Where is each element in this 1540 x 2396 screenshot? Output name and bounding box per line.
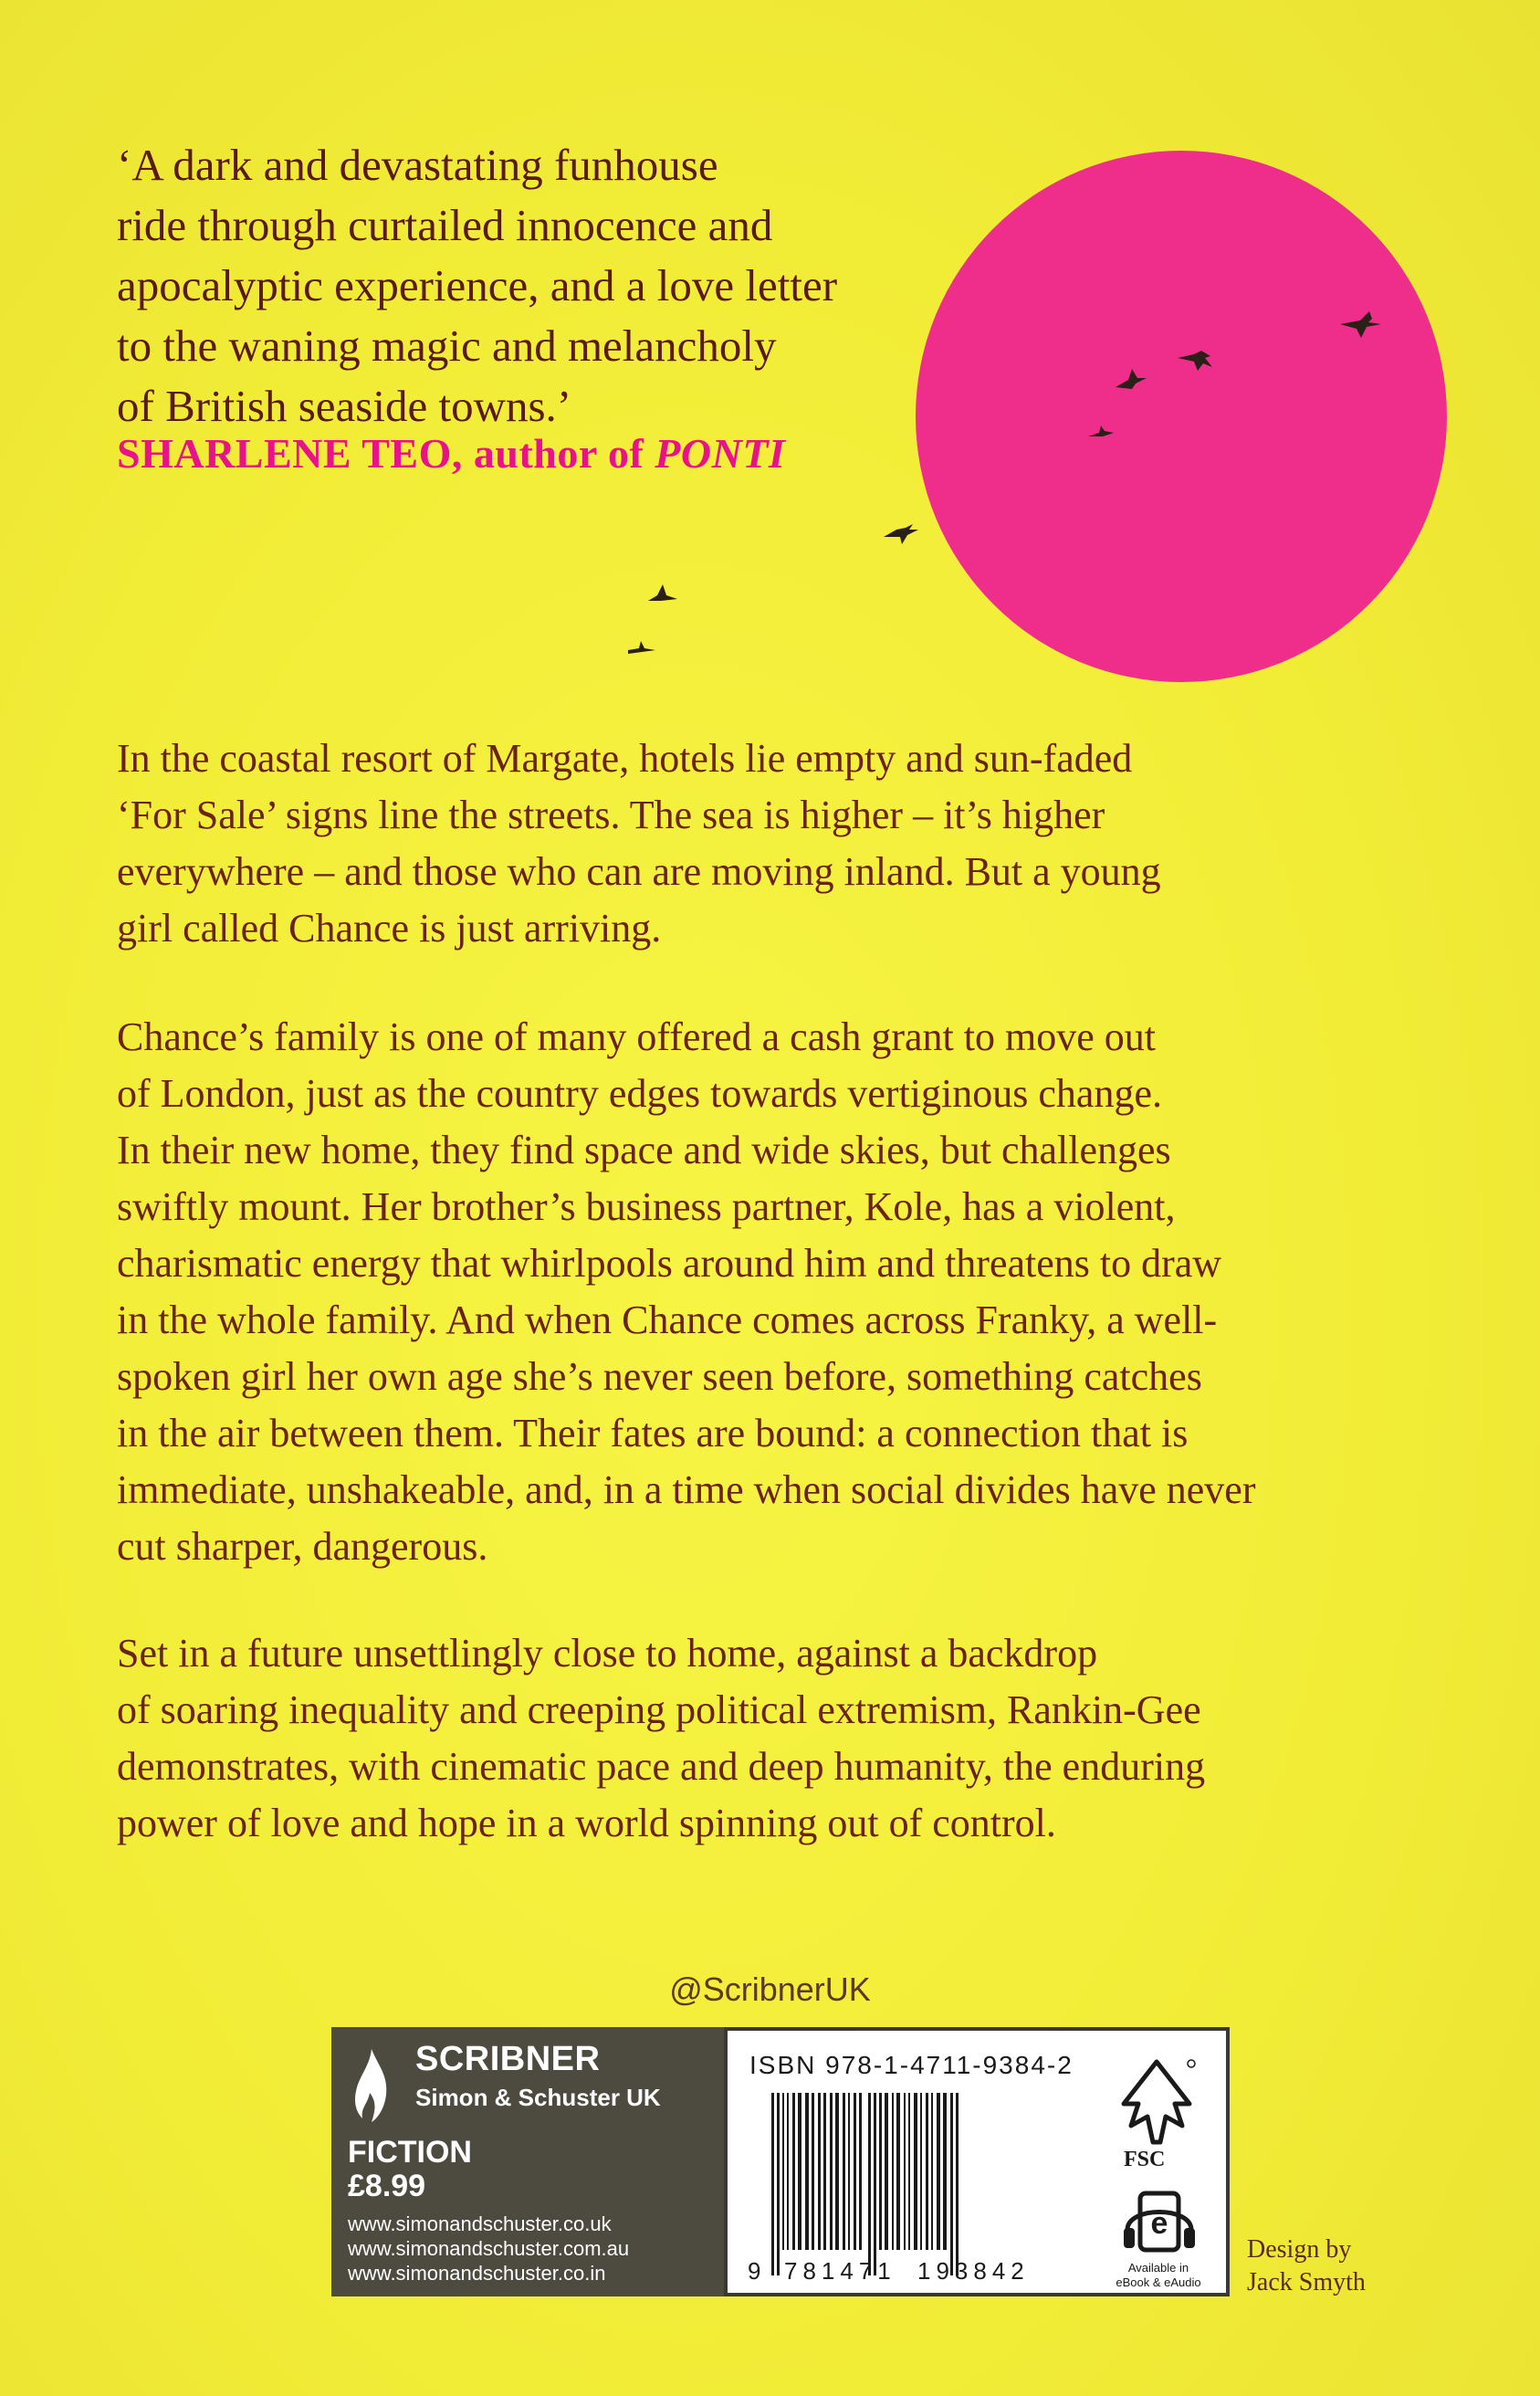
ebook-audio-icon xyxy=(1122,2184,1197,2259)
quote-line: of British seaside towns.’ xyxy=(117,381,572,431)
barcode-bar xyxy=(943,2093,947,2250)
blurb-line: of soaring inequality and creeping political extremism, Rankin-Gee xyxy=(117,1687,1201,1732)
blurb-line: Set in a future unsettlingly close to home, against a backdrop xyxy=(117,1631,1098,1676)
barcode-bar xyxy=(904,2093,906,2250)
barcode-bar xyxy=(818,2093,821,2250)
quote-attribution xyxy=(117,429,785,478)
blurb-line: girl called Chance is just arriving. xyxy=(117,906,662,951)
availability-line: Available in xyxy=(1127,2261,1189,2275)
barcode-bar xyxy=(896,2093,900,2250)
blurb-line: demonstrates, with cinematic pace and deep humanity, the enduring xyxy=(117,1744,1206,1789)
barcode-bar xyxy=(859,2093,862,2250)
quote-line: to the waning magic and melancholy xyxy=(117,321,777,371)
barcode-digits-left: 781471 xyxy=(784,2257,896,2285)
blurb-line: cut sharper, dangerous. xyxy=(117,1524,488,1569)
blurb-line: charismatic energy that whirlpools around him and threatens to draw xyxy=(117,1241,1222,1286)
barcode-digits-right: 193842 xyxy=(917,2257,1030,2285)
blurb-line: everywhere – and those who can are moving inland. But a young xyxy=(117,849,1161,894)
barcode-bar xyxy=(787,2093,789,2250)
blurb-line: Chance’s family is one of many offered a cash grant to move out xyxy=(117,1014,1156,1059)
barcode-bar xyxy=(805,2093,809,2250)
blurb-line: power of love and hope in a world spinning out of control. xyxy=(117,1801,1056,1845)
barcode-bar xyxy=(950,2093,953,2275)
blurb-line: In the coastal resort of Margate, hotels lie empty and sun-faded xyxy=(117,736,1133,781)
barcode xyxy=(748,2093,1058,2285)
barcode-bar xyxy=(956,2093,959,2275)
review-quote xyxy=(117,135,938,436)
barcode-bar xyxy=(908,2093,910,2250)
barcode-bar xyxy=(854,2093,856,2250)
price-label: £8.99 xyxy=(348,2169,426,2203)
isbn-label: ISBN 978-1-4711-9384-2 xyxy=(749,2051,1074,2079)
publisher-name: SCRIBNER xyxy=(415,2040,601,2078)
barcode-bar xyxy=(914,2093,917,2250)
barcode-bar xyxy=(920,2093,922,2250)
social-handle: @ScribnerUK xyxy=(669,1970,871,2008)
availability-line: eBook & eAudio xyxy=(1116,2275,1201,2289)
barcode-bar xyxy=(874,2093,876,2275)
blurb-line: In their new home, they find space and wide skies, but challenges xyxy=(117,1128,1171,1172)
quote-line: ‘A dark and devastating funhouse xyxy=(117,140,718,190)
blurb-line: of London, just as the country edges towards vertiginous change. xyxy=(117,1071,1162,1116)
design-credit-name: Jack Smyth xyxy=(1247,2268,1366,2296)
publisher-urls xyxy=(348,2212,629,2286)
barcode-bar xyxy=(885,2093,888,2250)
barcode-bar xyxy=(868,2093,871,2275)
barcode-bar xyxy=(843,2093,845,2250)
blurb-paragraph-1 xyxy=(117,730,1431,957)
barcode-bar xyxy=(830,2093,833,2250)
barcode-bar xyxy=(931,2093,933,2250)
blurb-line: immediate, unshakeable, and, in a time when social divides have never xyxy=(117,1467,1256,1512)
fsc-label: FSC xyxy=(1124,2148,1166,2171)
barcode-bar xyxy=(926,2093,928,2250)
publisher-imprint: Simon & Schuster UK xyxy=(415,2084,661,2111)
barcode-bar xyxy=(937,2093,940,2250)
blurb-line: in the whole family. And when Chance comes across Franky, a well- xyxy=(117,1298,1218,1342)
isbn-panel xyxy=(724,2027,1230,2296)
blurb-line: ‘For Sale’ signs line the streets. The sea is higher – it’s higher xyxy=(117,793,1105,837)
attribution-book-title: PONTI xyxy=(655,430,786,477)
publisher-panel xyxy=(331,2027,724,2296)
blurb-line: in the air between them. Their fates are bound: a connection that is xyxy=(117,1411,1189,1455)
publisher-url: www.simonandschuster.com.au xyxy=(348,2237,630,2260)
publisher-url: www.simonandschuster.co.in xyxy=(348,2262,606,2285)
attribution-name: SHARLENE TEO, author of xyxy=(117,430,655,477)
barcode-bar xyxy=(812,2093,814,2250)
blurb-paragraph-3 xyxy=(117,1625,1431,1852)
design-credit xyxy=(1247,2233,1366,2299)
barcode-bar xyxy=(782,2093,784,2250)
blurb-line: swiftly mount. Her brother’s business partner, Kole, has a violent, xyxy=(117,1184,1176,1229)
barcode-bar xyxy=(848,2093,850,2250)
barcode-bar xyxy=(792,2093,795,2250)
barcode-bar xyxy=(835,2093,839,2250)
quote-line: ride through curtailed innocence and xyxy=(117,200,773,250)
availability-note xyxy=(1102,2261,1215,2290)
barcode-bar xyxy=(798,2093,801,2250)
design-credit-line: Design by xyxy=(1247,2235,1352,2264)
barcode-digit-lead: 9 xyxy=(748,2257,761,2285)
genre-label: FICTION xyxy=(348,2135,472,2170)
quote-line: apocalyptic experience, and a love letter xyxy=(117,260,838,310)
barcode-bar xyxy=(771,2093,774,2275)
blurb-paragraph-2 xyxy=(117,1009,1431,1575)
flame-logo-icon xyxy=(351,2047,392,2128)
publisher-url: www.simonandschuster.co.uk xyxy=(348,2212,612,2235)
barcode-bar xyxy=(823,2093,826,2250)
blurb-line: spoken girl her own age she’s never seen before, something catches xyxy=(117,1354,1202,1399)
barcode-bar xyxy=(879,2093,882,2250)
ebook-icon-letter: e xyxy=(1150,2206,1168,2241)
barcode-bar xyxy=(892,2093,894,2250)
barcode-bar xyxy=(777,2093,780,2275)
